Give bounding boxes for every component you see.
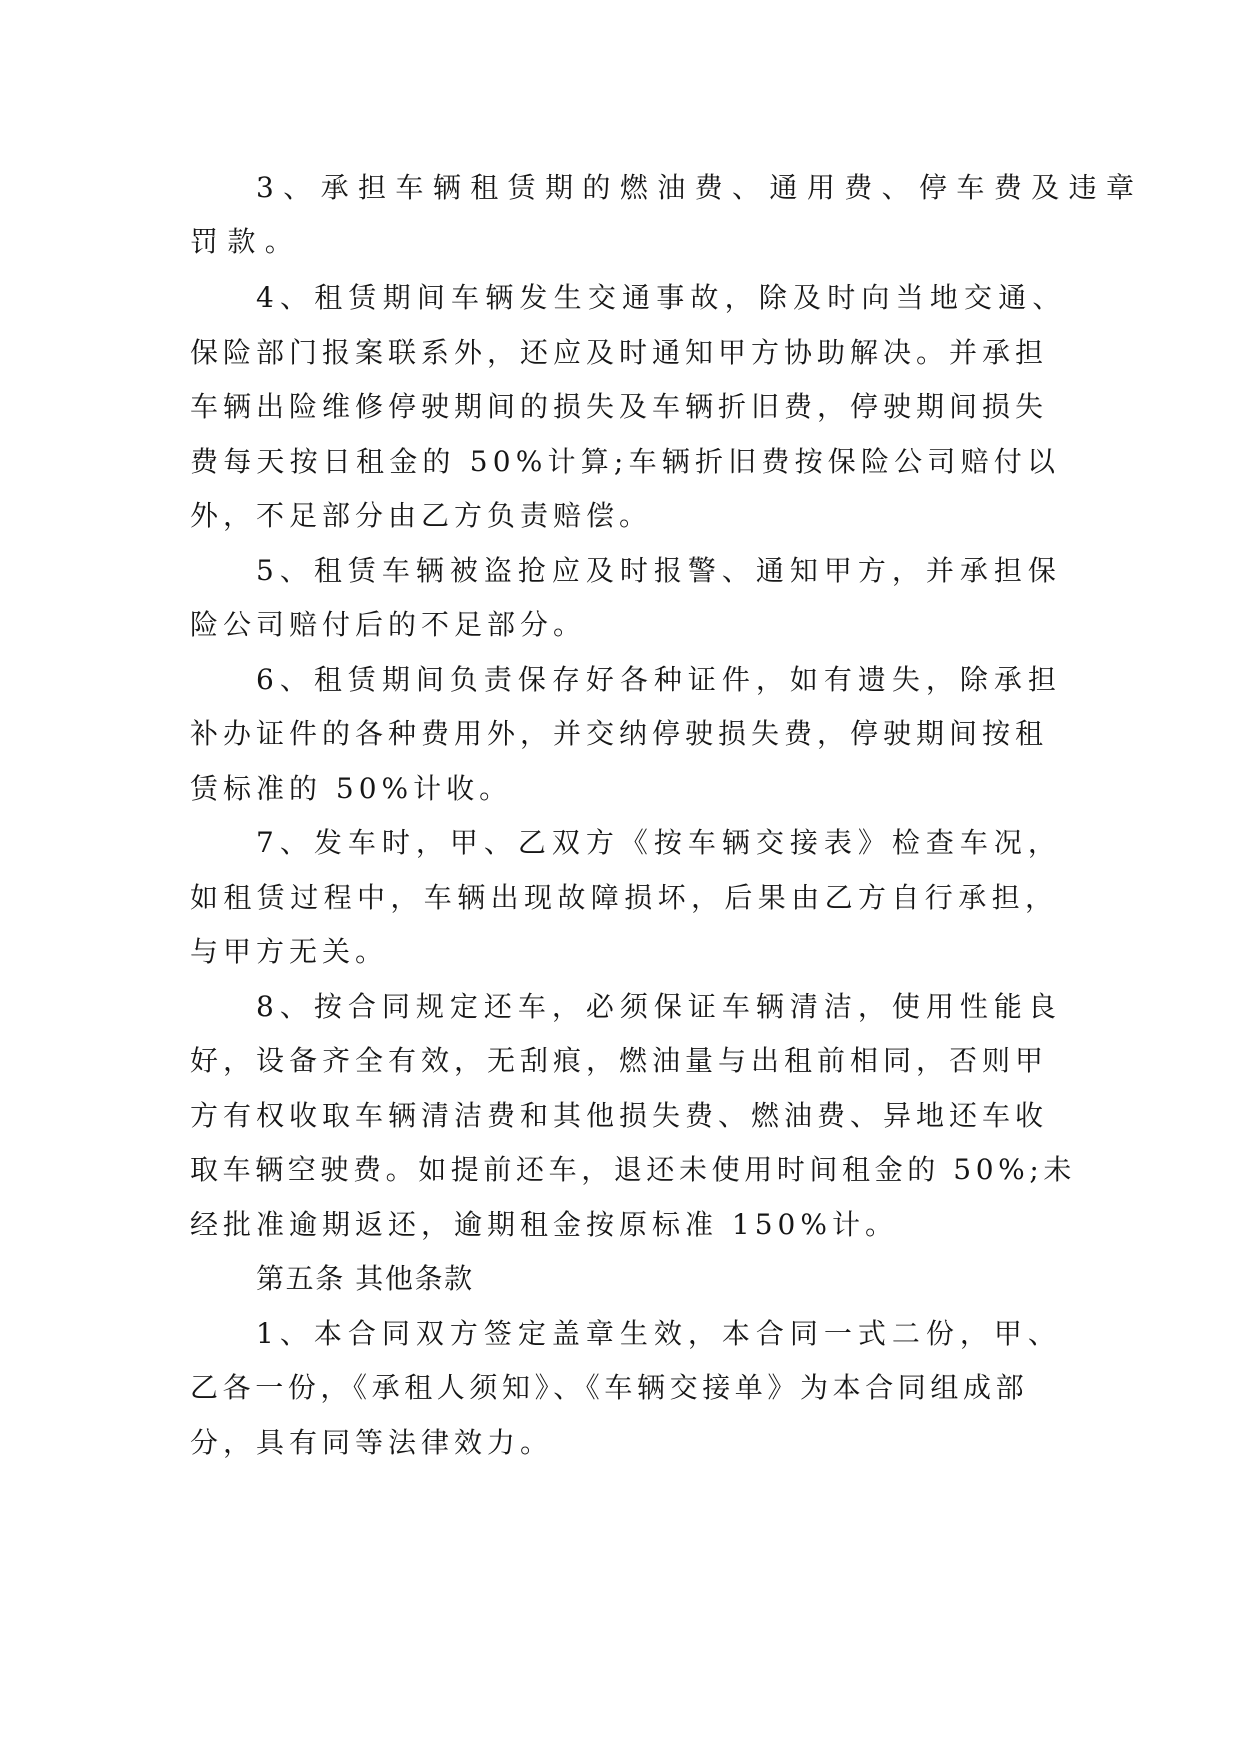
- clause-4-item-8-line-4: 取车辆空驶费。如提前还车，退还未使用时间租金的 50%;未: [190, 1153, 1076, 1186]
- clause-5-item-1-line-3: 分，具有同等法律效力。: [190, 1426, 554, 1459]
- section-heading-clause-5: 第五条 其他条款: [256, 1262, 474, 1295]
- clause-4-item-4-line-5: 外，不足部分由乙方负责赔偿。: [190, 499, 653, 532]
- clause-5-item-1-line-2: 乙各一份，《承租人须知》、《车辆交接单》为本合同组成部: [190, 1371, 1029, 1404]
- clause-4-item-4-line-3: 车辆出险维修停驶期间的损失及车辆折旧费，停驶期间损失: [190, 390, 1049, 423]
- clause-4-item-7-line-1: 7、发车时，甲、乙双方《按车辆交接表》检查车况，: [256, 826, 1062, 859]
- clause-4-item-6-line-1: 6、租赁期间负责保存好各种证件，如有遗失，除承担: [256, 663, 1062, 696]
- clause-4-item-8-line-1: 8、按合同规定还车，必须保证车辆清洁，使用性能良: [256, 990, 1062, 1023]
- clause-5-item-1-line-1: 1、本合同双方签定盖章生效，本合同一式二份，甲、: [256, 1317, 1062, 1350]
- clause-4-item-5-line-2: 险公司赔付后的不足部分。: [190, 608, 587, 641]
- clause-4-item-4-line-2: 保险部门报案联系外，还应及时通知甲方协助解决。并承担: [190, 336, 1049, 369]
- clause-4-item-3-line-2: 罚款。: [190, 225, 303, 258]
- clause-4-item-4-line-1: 4、租赁期间车辆发生交通事故，除及时向当地交通、: [256, 281, 1067, 314]
- clause-4-item-7-line-2: 如租赁过程中，车辆出现故障损坏，后果由乙方自行承担，: [190, 881, 1059, 914]
- clause-4-item-3-line-1: 3、承担车辆租赁期的燃油费、通用费、停车费及违章: [256, 171, 1144, 204]
- clause-4-item-8-line-2: 好，设备齐全有效，无刮痕，燃油量与出租前相同，否则甲: [190, 1044, 1049, 1077]
- clause-4-item-7-line-3: 与甲方无关。: [190, 935, 389, 968]
- clause-4-item-6-line-3: 赁标准的 50%计收。: [190, 772, 513, 805]
- clause-4-item-6-line-2: 补办证件的各种费用外，并交纳停驶损失费，停驶期间按租: [190, 717, 1049, 750]
- clause-4-item-8-line-3: 方有权收取车辆清洁费和其他损失费、燃油费、异地还车收: [190, 1099, 1049, 1132]
- clause-4-item-8-line-5: 经批准逾期返还，逾期租金按原标准 150%计。: [190, 1208, 898, 1241]
- clause-4-item-4-line-4: 费每天按日租金的 50%计算;车辆折旧费按保险公司赔付以: [190, 445, 1061, 478]
- clause-4-item-5-line-1: 5、租赁车辆被盗抢应及时报警、通知甲方，并承担保: [256, 554, 1062, 587]
